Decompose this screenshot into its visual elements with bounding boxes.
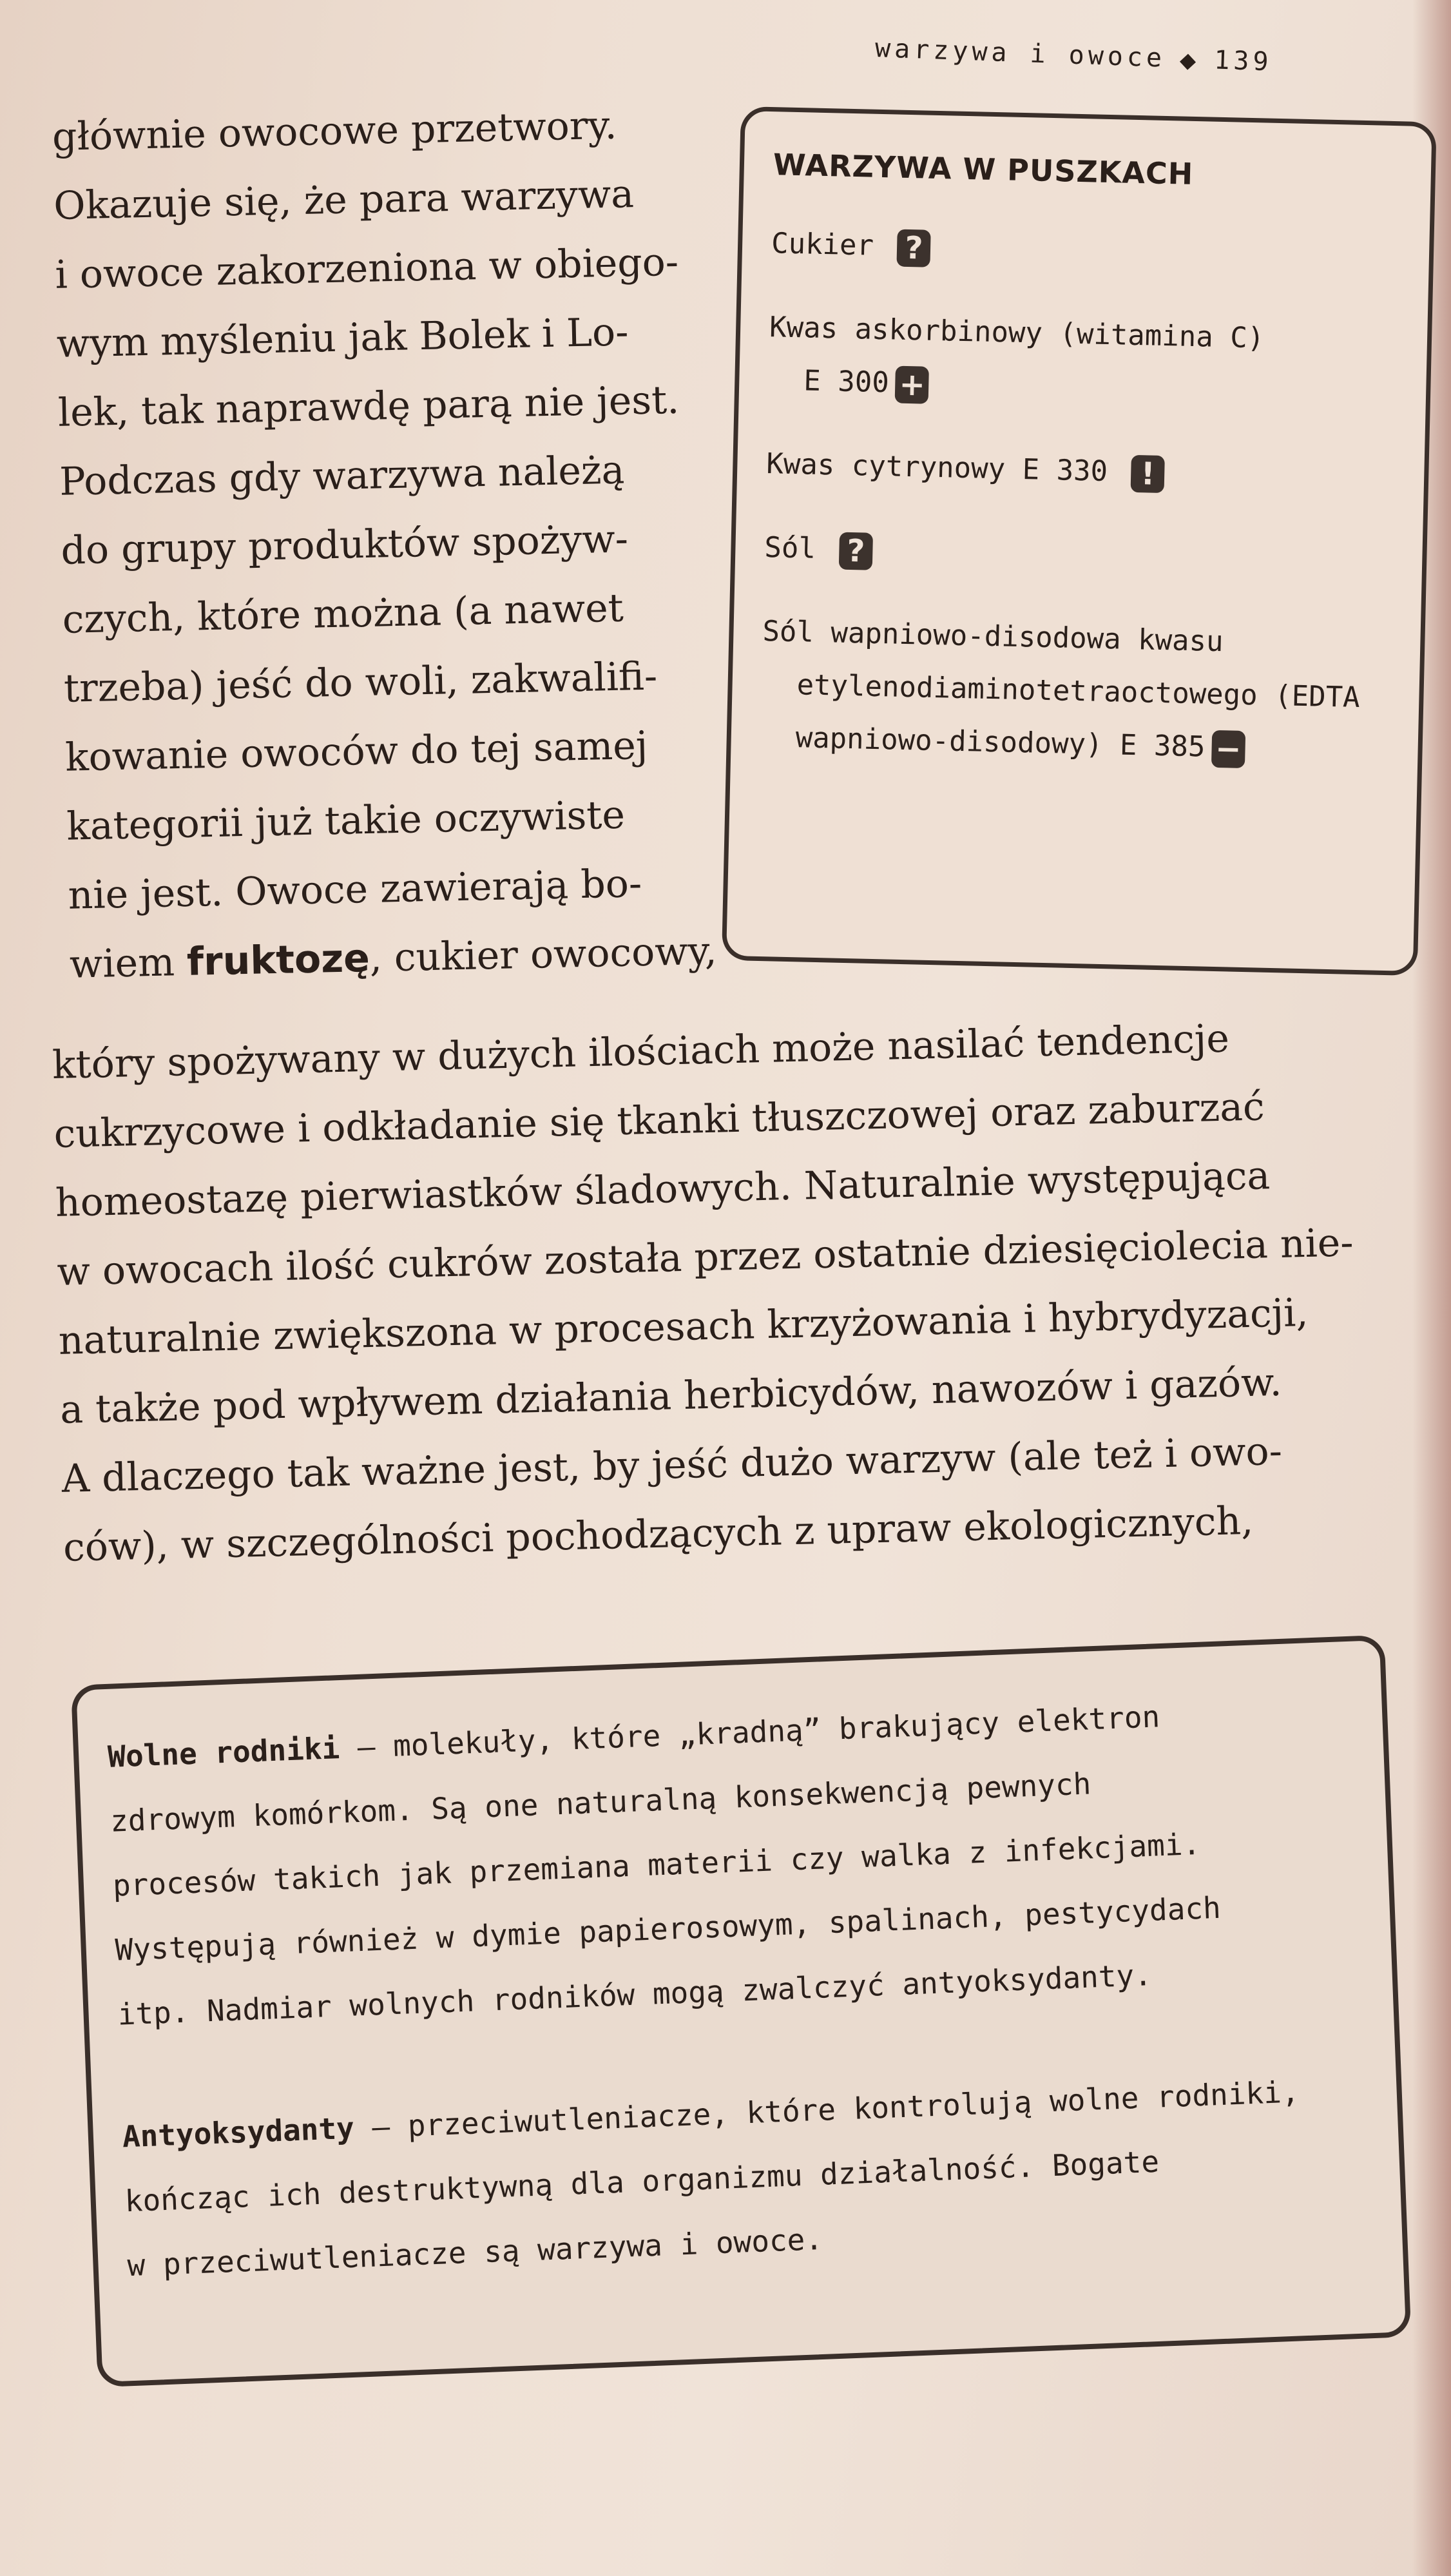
diamond-icon: ◆: [1179, 43, 1201, 76]
ingredient-name: Kwas cytrynowy E 330: [765, 447, 1108, 489]
minus-badge-icon: −: [1211, 730, 1245, 768]
text-line: lek, tak naprawdę parą nie jest.: [57, 377, 680, 436]
question-badge-icon: ?: [897, 229, 931, 267]
question-badge-icon: ?: [839, 532, 873, 570]
glossary-line: w przeciwutleniacze są warzywa i owoce.: [126, 2221, 823, 2283]
glossary-box: [71, 1635, 1411, 2388]
text-line: i owoce zakorzeniona w obiego-: [54, 239, 679, 298]
text-line: naturalnie zwiększona w procesach krzyżowania i hybrydyzacji,: [58, 1290, 1309, 1364]
glossary-line: zdrowym komórkom. Są one naturalną konsekwencją pewnych: [110, 1766, 1092, 1839]
glossary-text: – molekuły, które „kradną” brakujący elektron: [339, 1699, 1161, 1766]
ingredient-entry: [765, 438, 1399, 505]
text-line: który spożywany w dużych ilościach może nasilać tendencje: [52, 1016, 1230, 1088]
running-head: [874, 13, 1340, 100]
text-line: Okazuje się, że para warzywa: [53, 171, 635, 229]
text-line: cukrzycowe i odkładanie się tkanki tłuszczowej oraz zaburzać: [53, 1084, 1265, 1157]
text-line: kategorii już takie oczywiste: [66, 792, 626, 849]
canned-vegetables-box: [722, 106, 1437, 976]
ingredient-entry: [764, 521, 1398, 588]
text-segment: wiem: [69, 939, 187, 987]
ingredient-code: E 300: [803, 364, 890, 400]
bold-term-fructose: fruktozę: [186, 935, 370, 985]
text-line: wym myśleniu jak Bolek i Lo-: [56, 309, 629, 367]
text-line: czych, które można (a nawet: [62, 585, 624, 643]
glossary-term: Antyoksydanty: [121, 2110, 355, 2155]
text-segment: , cukier owocowy,: [369, 928, 718, 981]
ingredient-name: Kwas askorbinowy (witamina C): [769, 311, 1265, 355]
ingredient-entry: [760, 605, 1395, 778]
text-line: a także pod wpływem działania herbicydów, nawozów i gazów.: [59, 1359, 1283, 1433]
ingredient-name: Sól wapniowo-disodowa kwasu: [762, 614, 1224, 659]
ingredient-name: Sól: [764, 531, 816, 565]
text-line: kowanie owoców do tej samej: [64, 722, 649, 780]
ingredient-name-cont: etylenodiaminotetraoctowego (EDTA: [796, 668, 1361, 715]
section-title: warzywa i owoce: [874, 33, 1166, 73]
box-title: WARZYWA W PUSZKACH: [773, 147, 1194, 191]
glossary-line: procesów takich jak przemiana materii czy walka z infekcjami.: [111, 1826, 1202, 1903]
ingredient-entry: [767, 301, 1401, 421]
glossary-term: Wolne rodniki: [107, 1730, 341, 1774]
text-line: głównie owocowe przetwory.: [52, 102, 618, 160]
text-line: [69, 917, 721, 1000]
paragraph-bottom: [52, 1001, 1391, 1583]
glossary-line: Występują również w dymie papierosowym, spalinach, pestycydach: [114, 1890, 1222, 1968]
text-line: homeostazę pierwiastków śladowych. Naturalnie występująca: [55, 1153, 1271, 1226]
plus-badge-icon: +: [895, 366, 929, 404]
text-line: nie jest. Owoce zawierają bo-: [68, 861, 642, 918]
ingredient-entry: [771, 217, 1404, 284]
glossary-line: itp. Nadmiar wolnych rodników mogą zwalczyć antyoksydanty.: [117, 1957, 1153, 2032]
ingredient-code: wapniowo-disodowy) E 385: [795, 721, 1206, 764]
ingredient-code-line: [767, 354, 1401, 421]
page-number: 139: [1213, 45, 1273, 77]
exclamation-badge-icon: !: [1131, 455, 1165, 493]
text-line: A dlaczego tak ważne jest, by jeść dużo warzyw (ale też i owo-: [61, 1428, 1283, 1502]
text-line: Podczas gdy warzywa należą: [59, 447, 625, 505]
paragraph-top: [52, 90, 721, 1000]
text-line: ców), w szczególności pochodzących z upraw ekologicznych,: [62, 1498, 1254, 1571]
glossary-line: kończąc ich destruktywną dla organizmu działalność. Bogate: [124, 2144, 1160, 2219]
glossary-free-radicals: [106, 1677, 1361, 2047]
text-line: trzeba) jeść do woli, zakwalifi-: [63, 654, 658, 712]
ingredient-name: Cukier: [771, 227, 874, 262]
text-line: w owocach ilość cukrów została przez ostatnie dziesięciolecia nie-: [56, 1220, 1354, 1295]
text-line: do grupy produktów spożyw-: [60, 516, 629, 574]
glossary-text: – przeciwutleniacze, które kontrolują wolne rodniki,: [353, 2074, 1300, 2145]
